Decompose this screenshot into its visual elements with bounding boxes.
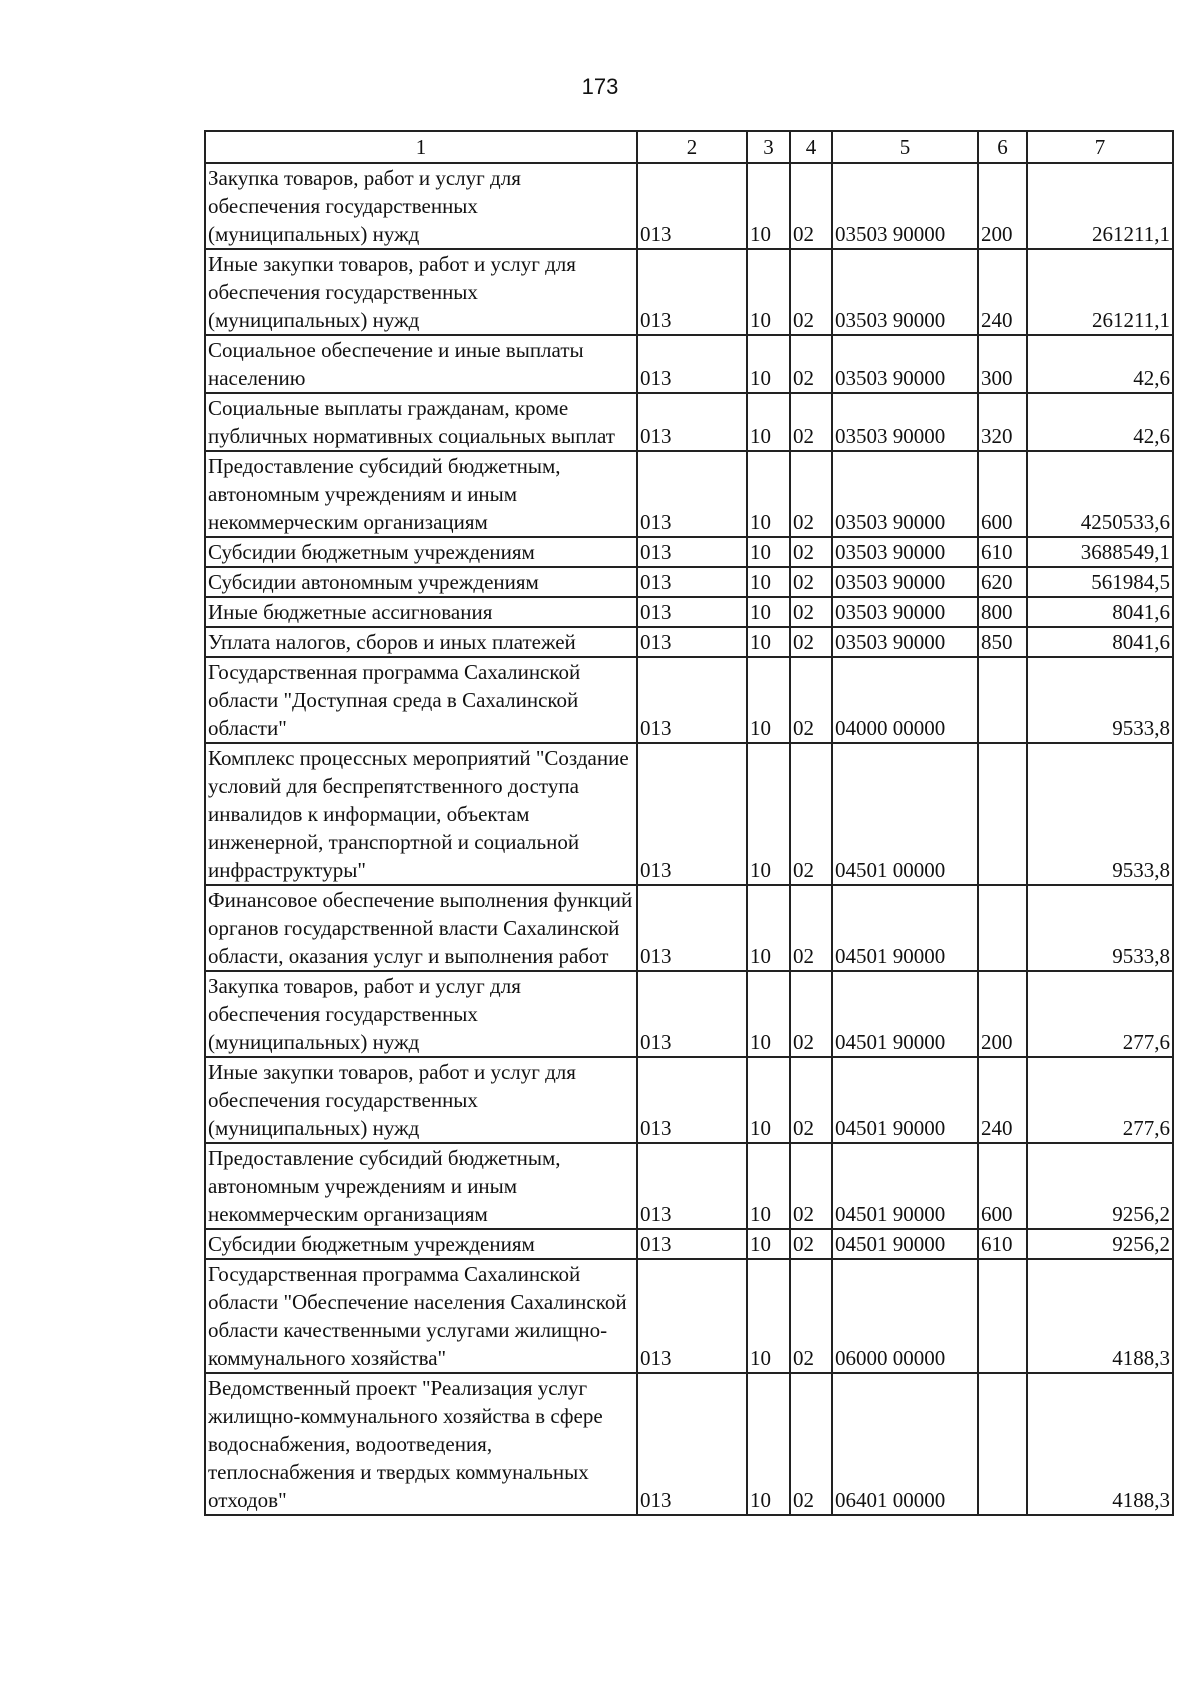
cell-name: Государственная программа Сахалинской области "Доступная среда в Сахалинской области" [205, 657, 637, 743]
cell-expense-type: 240 [978, 1057, 1027, 1143]
cell-section: 10 [747, 335, 790, 393]
cell-expense-type [978, 1373, 1027, 1515]
cell-expense-type: 600 [978, 1143, 1027, 1229]
cell-section: 10 [747, 163, 790, 249]
cell-amount: 9256,2 [1027, 1229, 1173, 1259]
cell-target-article: 04501 90000 [832, 971, 978, 1057]
table-row [205, 743, 1173, 885]
table-row [205, 1143, 1173, 1229]
cell-target-article: 06401 00000 [832, 1373, 978, 1515]
cell-target-article: 03503 90000 [832, 393, 978, 451]
cell-target-article: 03503 90000 [832, 597, 978, 627]
cell-target-article: 04501 90000 [832, 885, 978, 971]
cell-subsection: 02 [790, 743, 832, 885]
cell-subsection: 02 [790, 1259, 832, 1373]
cell-name: Закупка товаров, работ и услуг для обеспечения государственных (муниципальных) нужд [205, 163, 637, 249]
cell-expense-type: 610 [978, 537, 1027, 567]
cell-subsection: 02 [790, 451, 832, 537]
cell-ministry-code: 013 [637, 885, 747, 971]
cell-section: 10 [747, 657, 790, 743]
cell-ministry-code: 013 [637, 1143, 747, 1229]
cell-section: 10 [747, 971, 790, 1057]
cell-section: 10 [747, 743, 790, 885]
cell-target-article: 04000 00000 [832, 657, 978, 743]
cell-subsection: 02 [790, 163, 832, 249]
budget-table [204, 130, 1174, 1516]
cell-subsection: 02 [790, 1373, 832, 1515]
cell-ministry-code: 013 [637, 567, 747, 597]
column-header: 1 [205, 131, 637, 163]
cell-amount: 3688549,1 [1027, 537, 1173, 567]
cell-target-article: 04501 90000 [832, 1229, 978, 1259]
cell-subsection: 02 [790, 567, 832, 597]
cell-expense-type [978, 657, 1027, 743]
cell-section: 10 [747, 885, 790, 971]
column-header: 6 [978, 131, 1027, 163]
cell-section: 10 [747, 537, 790, 567]
cell-expense-type: 200 [978, 971, 1027, 1057]
table-row [205, 597, 1173, 627]
table-body [205, 163, 1173, 1515]
cell-expense-type [978, 885, 1027, 971]
page-number: 173 [581, 74, 619, 99]
cell-name: Социальное обеспечение и иные выплаты населению [205, 335, 637, 393]
table-row [205, 627, 1173, 657]
cell-amount: 4188,3 [1027, 1373, 1173, 1515]
cell-subsection: 02 [790, 885, 832, 971]
cell-ministry-code: 013 [637, 627, 747, 657]
cell-name: Субсидии бюджетным учреждениям [205, 537, 637, 567]
table-row [205, 393, 1173, 451]
cell-subsection: 02 [790, 1143, 832, 1229]
cell-expense-type: 300 [978, 335, 1027, 393]
cell-target-article: 04501 90000 [832, 1143, 978, 1229]
cell-name: Государственная программа Сахалинской области "Обеспечение населения Сахалинской области качественными услугами жилищно-коммунального хозяйства" [205, 1259, 637, 1373]
table-row [205, 163, 1173, 249]
cell-expense-type [978, 743, 1027, 885]
cell-name: Закупка товаров, работ и услуг для обеспечения государственных (муниципальных) нужд [205, 971, 637, 1057]
cell-subsection: 02 [790, 597, 832, 627]
cell-ministry-code: 013 [637, 1229, 747, 1259]
cell-name: Уплата налогов, сборов и иных платежей [205, 627, 637, 657]
cell-amount: 277,6 [1027, 971, 1173, 1057]
cell-subsection: 02 [790, 627, 832, 657]
column-header: 5 [832, 131, 978, 163]
cell-amount: 4250533,6 [1027, 451, 1173, 537]
cell-name: Иные бюджетные ассигнования [205, 597, 637, 627]
cell-section: 10 [747, 1229, 790, 1259]
cell-amount: 8041,6 [1027, 597, 1173, 627]
cell-amount: 561984,5 [1027, 567, 1173, 597]
cell-expense-type: 600 [978, 451, 1027, 537]
cell-expense-type: 610 [978, 1229, 1027, 1259]
table-row [205, 657, 1173, 743]
cell-ministry-code: 013 [637, 537, 747, 567]
cell-target-article: 03503 90000 [832, 335, 978, 393]
cell-expense-type: 200 [978, 163, 1027, 249]
cell-ministry-code: 013 [637, 971, 747, 1057]
table-row [205, 1057, 1173, 1143]
cell-section: 10 [747, 627, 790, 657]
cell-subsection: 02 [790, 971, 832, 1057]
table-row [205, 1259, 1173, 1373]
cell-section: 10 [747, 567, 790, 597]
cell-target-article: 03503 90000 [832, 451, 978, 537]
cell-section: 10 [747, 1259, 790, 1373]
cell-amount: 261211,1 [1027, 249, 1173, 335]
cell-section: 10 [747, 393, 790, 451]
cell-expense-type: 800 [978, 597, 1027, 627]
cell-name: Субсидии бюджетным учреждениям [205, 1229, 637, 1259]
cell-ministry-code: 013 [637, 249, 747, 335]
cell-ministry-code: 013 [637, 1373, 747, 1515]
cell-target-article: 04501 90000 [832, 1057, 978, 1143]
cell-section: 10 [747, 249, 790, 335]
cell-name: Предоставление субсидий бюджетным, автономным учреждениям и иным некоммерческим организациям [205, 1143, 637, 1229]
cell-name: Финансовое обеспечение выполнения функций органов государственной власти Сахалинской области, оказания услуг и выполнения работ [205, 885, 637, 971]
cell-ministry-code: 013 [637, 163, 747, 249]
cell-ministry-code: 013 [637, 335, 747, 393]
cell-name: Ведомственный проект "Реализация услуг жилищно-коммунального хозяйства в сфере водоснабжения, водоотведения, теплоснабжения и твердых коммунальных отходов" [205, 1373, 637, 1515]
cell-subsection: 02 [790, 249, 832, 335]
cell-ministry-code: 013 [637, 451, 747, 537]
table-row [205, 1373, 1173, 1515]
cell-target-article: 06000 00000 [832, 1259, 978, 1373]
column-header: 3 [747, 131, 790, 163]
cell-name: Комплекс процессных мероприятий "Создание условий для беспрепятственного доступа инвалидов к информации, объектам инженерной, транспортной и социальной инфраструктуры" [205, 743, 637, 885]
cell-ministry-code: 013 [637, 657, 747, 743]
cell-expense-type: 850 [978, 627, 1027, 657]
cell-subsection: 02 [790, 537, 832, 567]
column-header: 7 [1027, 131, 1173, 163]
cell-expense-type: 320 [978, 393, 1027, 451]
column-header: 2 [637, 131, 747, 163]
cell-amount: 9533,8 [1027, 657, 1173, 743]
cell-name: Предоставление субсидий бюджетным, автономным учреждениям и иным некоммерческим организациям [205, 451, 637, 537]
cell-ministry-code: 013 [637, 1057, 747, 1143]
column-header: 4 [790, 131, 832, 163]
cell-name: Социальные выплаты гражданам, кроме публичных нормативных социальных выплат [205, 393, 637, 451]
cell-section: 10 [747, 451, 790, 537]
table-row [205, 971, 1173, 1057]
cell-amount: 9533,8 [1027, 885, 1173, 971]
cell-target-article: 04501 00000 [832, 743, 978, 885]
table-row [205, 451, 1173, 537]
cell-amount: 261211,1 [1027, 163, 1173, 249]
cell-section: 10 [747, 1373, 790, 1515]
cell-amount: 8041,6 [1027, 627, 1173, 657]
table-row [205, 1229, 1173, 1259]
cell-section: 10 [747, 1143, 790, 1229]
table-row [205, 249, 1173, 335]
cell-amount: 277,6 [1027, 1057, 1173, 1143]
cell-amount: 42,6 [1027, 393, 1173, 451]
cell-amount: 9256,2 [1027, 1143, 1173, 1229]
table-row [205, 885, 1173, 971]
table-header-row [205, 131, 1173, 163]
cell-target-article: 03503 90000 [832, 163, 978, 249]
cell-name: Иные закупки товаров, работ и услуг для обеспечения государственных (муниципальных) нужд [205, 249, 637, 335]
cell-name: Иные закупки товаров, работ и услуг для обеспечения государственных (муниципальных) нужд [205, 1057, 637, 1143]
cell-ministry-code: 013 [637, 743, 747, 885]
cell-section: 10 [747, 597, 790, 627]
table-row [205, 567, 1173, 597]
cell-name: Субсидии автономным учреждениям [205, 567, 637, 597]
cell-amount: 42,6 [1027, 335, 1173, 393]
table-row [205, 335, 1173, 393]
cell-subsection: 02 [790, 393, 832, 451]
cell-expense-type [978, 1259, 1027, 1373]
cell-ministry-code: 013 [637, 393, 747, 451]
cell-expense-type: 240 [978, 249, 1027, 335]
cell-ministry-code: 013 [637, 597, 747, 627]
cell-expense-type: 620 [978, 567, 1027, 597]
cell-section: 10 [747, 1057, 790, 1143]
cell-target-article: 03503 90000 [832, 537, 978, 567]
cell-target-article: 03503 90000 [832, 567, 978, 597]
cell-ministry-code: 013 [637, 1259, 747, 1373]
cell-subsection: 02 [790, 335, 832, 393]
cell-subsection: 02 [790, 657, 832, 743]
cell-subsection: 02 [790, 1057, 832, 1143]
cell-target-article: 03503 90000 [832, 249, 978, 335]
cell-amount: 9533,8 [1027, 743, 1173, 885]
cell-subsection: 02 [790, 1229, 832, 1259]
cell-amount: 4188,3 [1027, 1259, 1173, 1373]
table-row [205, 537, 1173, 567]
cell-target-article: 03503 90000 [832, 627, 978, 657]
